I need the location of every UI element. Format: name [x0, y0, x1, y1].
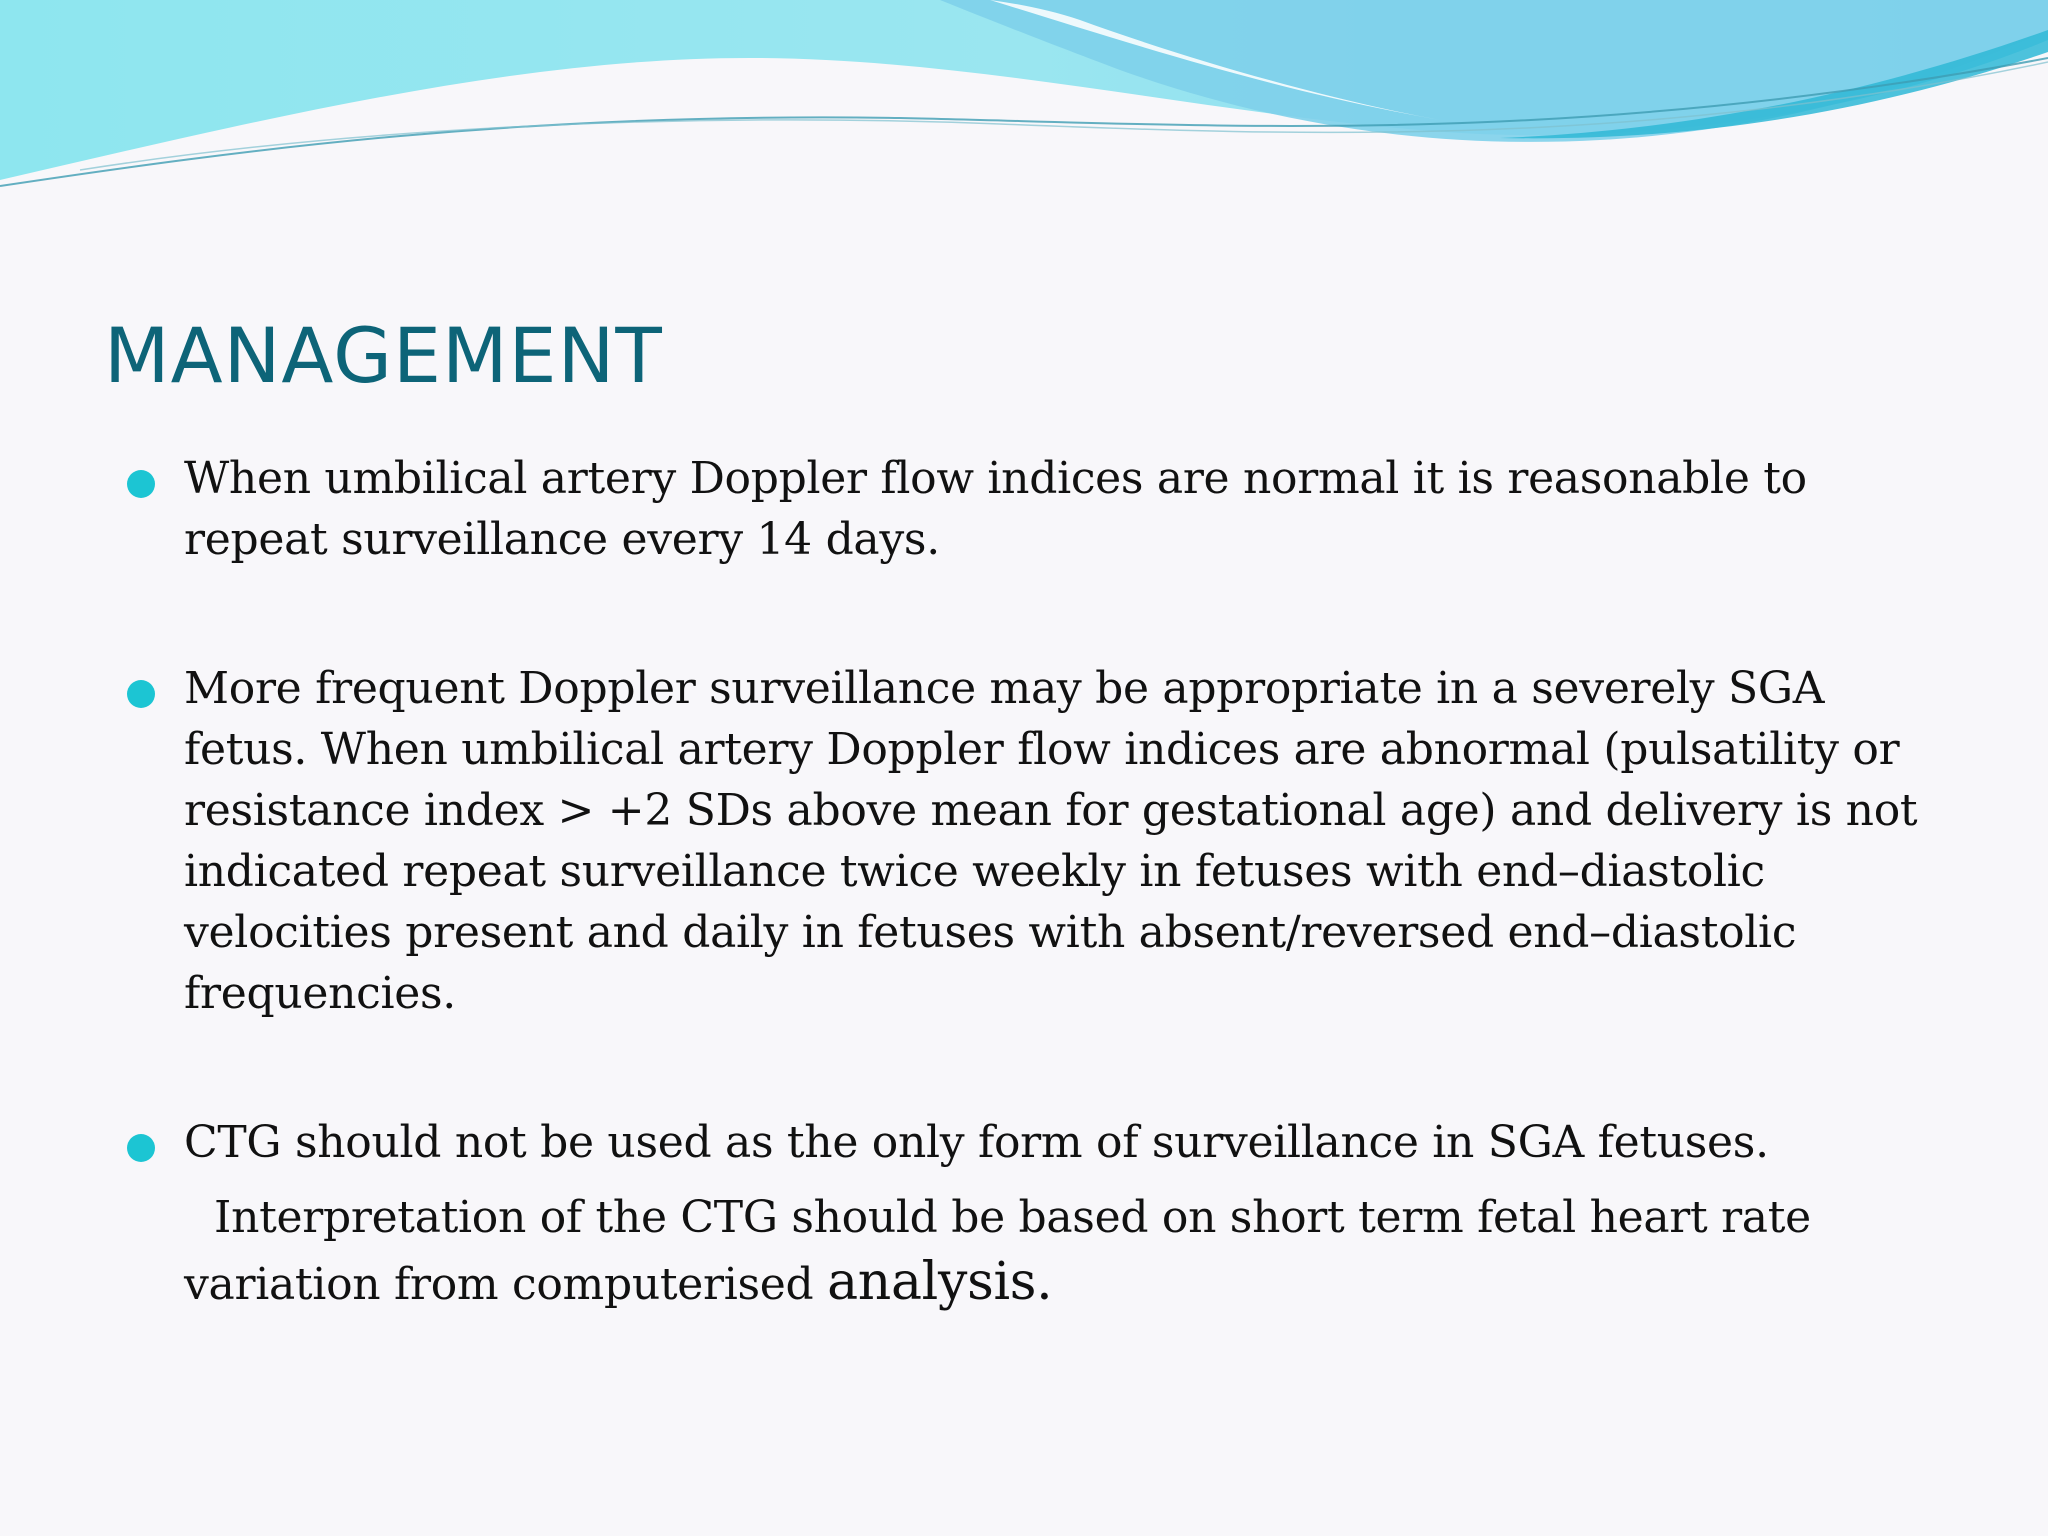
- bullet-text: When umbilical artery Doppler flow indices are normal it is reasonable to repeat surveillance every 14 days.: [184, 453, 1807, 565]
- bullet-continuation-text: Interpretation of the CTG should be based on short term fetal heart rate: [214, 1192, 1811, 1243]
- bullet-dot-icon: [127, 1134, 155, 1162]
- bullet-dot-icon: [127, 470, 155, 498]
- slide-title: MANAGEMENT: [104, 311, 663, 400]
- header-wave-decoration: [0, 0, 2048, 240]
- bullet-continuation-end: analysis.: [827, 1252, 1053, 1312]
- bullet-item: [184, 1112, 1924, 1315]
- bullet-text: More frequent Doppler surveillance may be appropriate in a severely SGA fetus. When umbilical artery Doppler flow indices are abnormal (pulsatility or resistance index > +2 SDs above mean for gestational age) and delivery is not indicated repeat surveillance twice weekly in fetuses with end–diastolic velocities present and daily in fetuses with absent/reversed end–diastolic frequencies.: [184, 663, 1918, 1019]
- bullet-item: [184, 658, 1924, 1024]
- bullet-continuation-start: variation from computerised: [184, 1259, 828, 1310]
- bullet-text: CTG should not be used as the only form of surveillance in SGA fetuses.: [184, 1117, 1769, 1168]
- bullet-dot-icon: [127, 680, 155, 708]
- bullet-continuation-text: [184, 1252, 1924, 1315]
- bullet-item: [184, 448, 1924, 570]
